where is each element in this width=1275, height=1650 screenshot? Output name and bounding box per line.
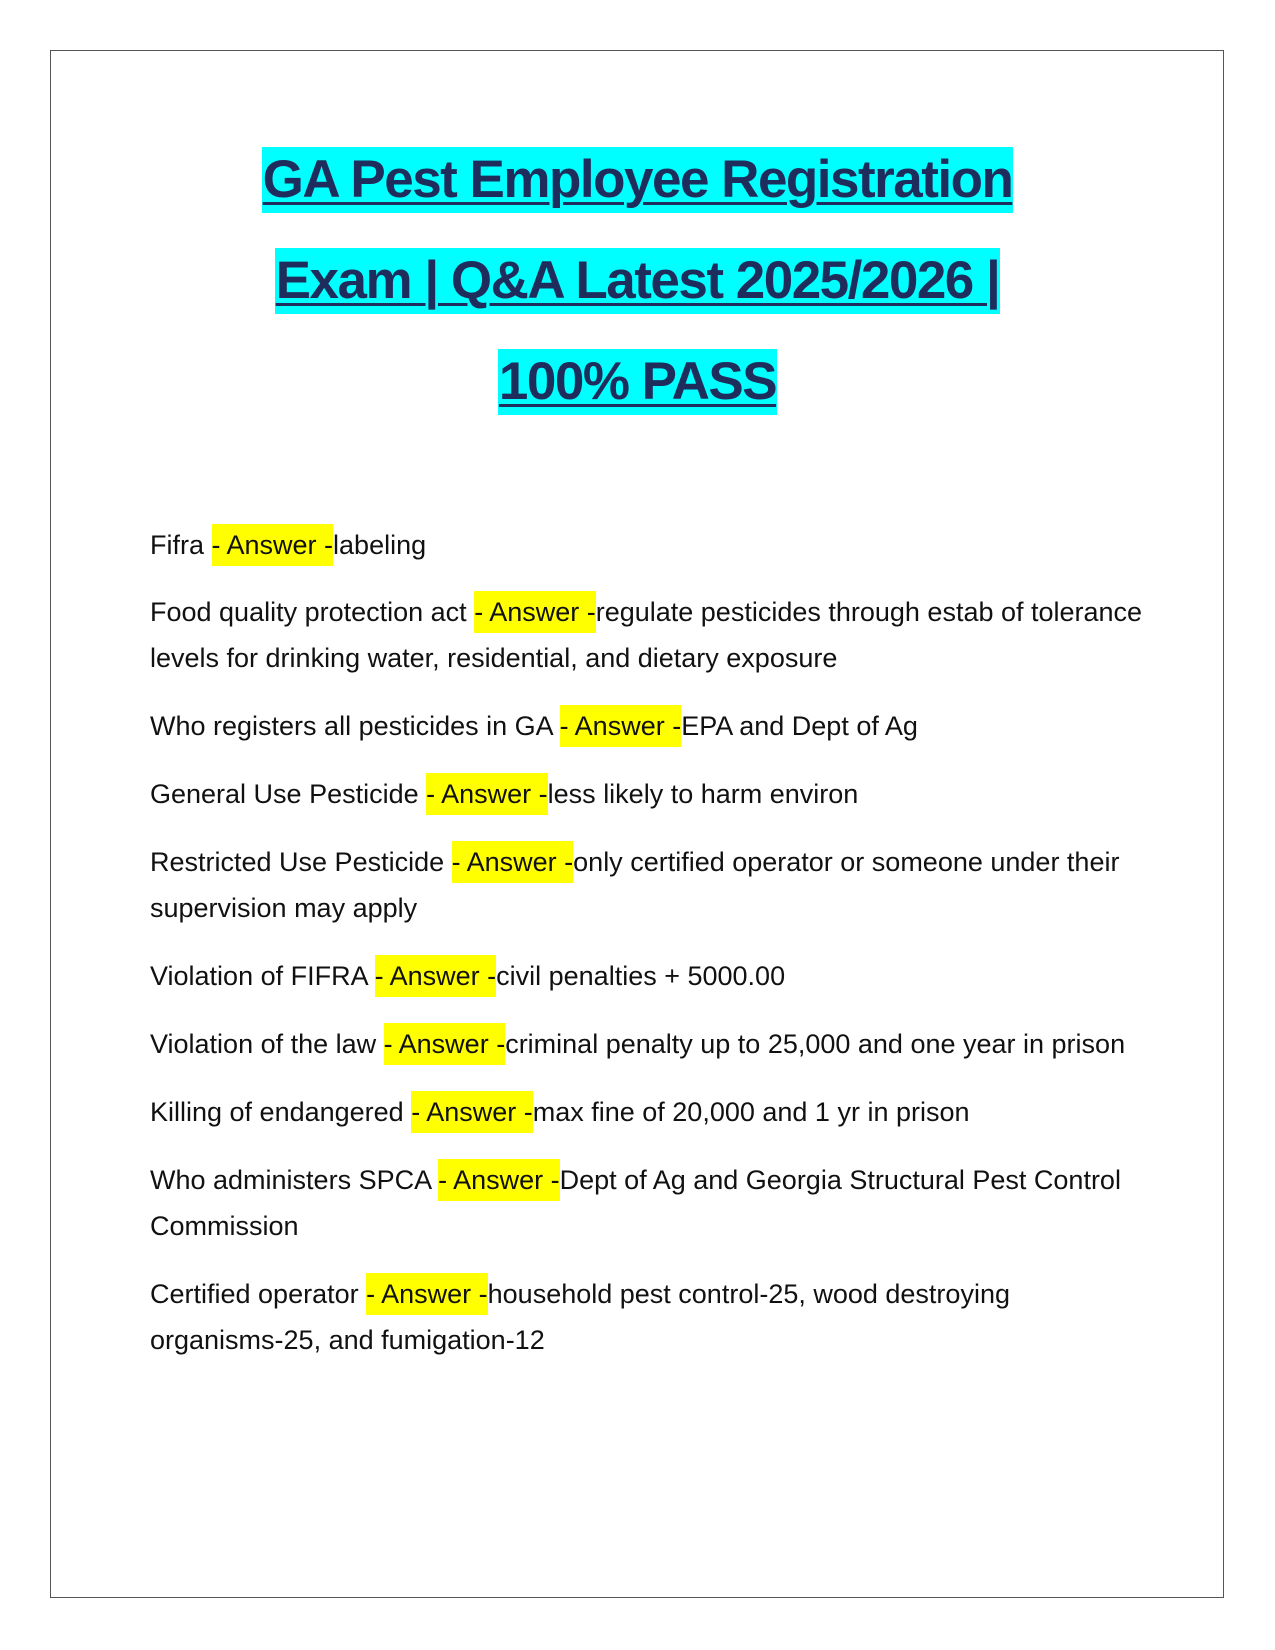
answer-separator: - Answer - bbox=[375, 955, 497, 997]
answer-text: less likely to harm environ bbox=[547, 779, 859, 809]
answer-separator: - Answer - bbox=[474, 591, 596, 633]
answer-text: EPA and Dept of Ag bbox=[681, 711, 918, 741]
title-line bbox=[60, 243, 1215, 344]
answer-separator: - Answer - bbox=[411, 1091, 533, 1133]
question-text: General Use Pesticide bbox=[150, 779, 427, 809]
answer-separator: - Answer - bbox=[384, 1023, 506, 1065]
title-line bbox=[60, 344, 1215, 445]
qa-item bbox=[150, 839, 1150, 931]
title-text: Exam | Q&A Latest 2025/2026 | bbox=[275, 248, 1001, 314]
question-text: Who registers all pesticides in GA bbox=[150, 711, 560, 741]
answer-text: labeling bbox=[333, 530, 427, 560]
qa-item bbox=[150, 771, 1150, 817]
document-title bbox=[60, 142, 1215, 445]
qa-item bbox=[150, 953, 1150, 999]
qa-item bbox=[150, 703, 1150, 749]
question-text: Violation of FIFRA bbox=[150, 961, 375, 991]
answer-text: only certified operator or someone under their supervision may apply bbox=[150, 847, 1120, 923]
question-text: Restricted Use Pesticide bbox=[150, 847, 452, 877]
qa-item bbox=[150, 1021, 1150, 1067]
answer-separator: - Answer - bbox=[366, 1273, 488, 1315]
answer-text: regulate pesticides through estab of tolerance levels for drinking water, residential, and dietary exposure bbox=[150, 597, 1143, 673]
question-text: Violation of the law bbox=[150, 1029, 384, 1059]
answer-separator: - Answer - bbox=[452, 841, 574, 883]
answer-separator: - Answer - bbox=[212, 524, 334, 566]
question-text: Certified operator bbox=[150, 1279, 367, 1309]
qa-item bbox=[150, 1089, 1150, 1135]
question-text: Killing of endangered bbox=[150, 1097, 412, 1127]
answer-text: civil penalties + 5000.00 bbox=[496, 961, 786, 991]
qa-item bbox=[150, 1157, 1150, 1249]
answer-separator: - Answer - bbox=[560, 705, 682, 747]
question-text: Food quality protection act bbox=[150, 597, 475, 627]
answer-text: household pest control-25, wood destroying organisms-25, and fumigation-12 bbox=[150, 1279, 1010, 1355]
answer-text: Dept of Ag and Georgia Structural Pest Control Commission bbox=[150, 1165, 1121, 1241]
answer-text: max fine of 20,000 and 1 yr in prison bbox=[532, 1097, 970, 1127]
title-text: GA Pest Employee Registration bbox=[262, 147, 1014, 213]
qa-item bbox=[150, 1271, 1150, 1363]
qa-list bbox=[150, 522, 1150, 1385]
title-line bbox=[60, 142, 1215, 243]
qa-item bbox=[150, 589, 1150, 681]
qa-item bbox=[150, 522, 1150, 568]
answer-separator: - Answer - bbox=[438, 1159, 560, 1201]
question-text: Fifra bbox=[150, 530, 212, 560]
answer-separator: - Answer - bbox=[426, 773, 548, 815]
title-text: 100% PASS bbox=[498, 349, 777, 415]
answer-text: criminal penalty up to 25,000 and one year in prison bbox=[505, 1029, 1126, 1059]
question-text: Who administers SPCA bbox=[150, 1165, 439, 1195]
